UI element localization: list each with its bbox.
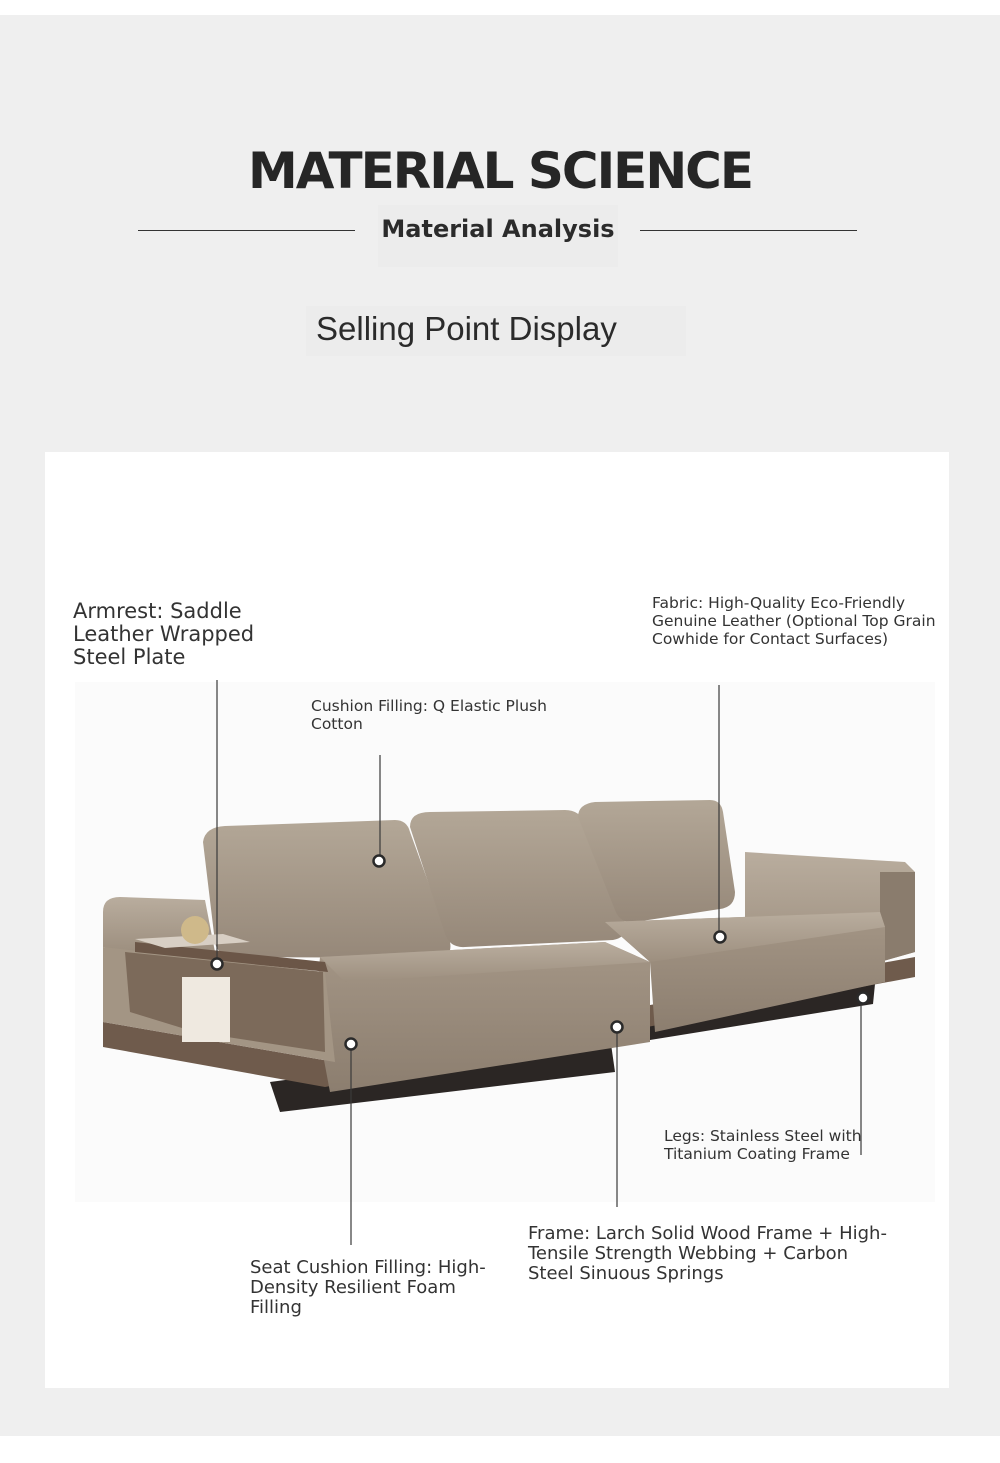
callout-armrest: Armrest: Saddle Leather Wrapped Steel Plate [73, 599, 255, 669]
product-panel [45, 452, 949, 1388]
fabric-dot [715, 932, 726, 943]
armrest-dot [212, 959, 223, 970]
seat-dot [346, 1039, 357, 1050]
callout-legs: Legs: Stainless Steel with Titanium Coating Frame [664, 1127, 862, 1163]
title-divider-right [640, 230, 857, 231]
callout-cushion-filling: Cushion Filling: Q Elastic Plush Cotton [311, 697, 547, 733]
legs-dot [858, 993, 869, 1004]
page-subtitle: Material Analysis [378, 205, 618, 267]
title-divider-left [138, 230, 355, 231]
callout-frame: Frame: Larch Solid Wood Frame + High-Tensile Strength Webbing + Carbon Steel Sinuous Springs [528, 1223, 887, 1284]
frame-dot [612, 1022, 623, 1033]
cushion-dot [374, 856, 385, 867]
page-title: MATERIAL SCIENCE [247, 142, 753, 200]
section-title: Selling Point Display [306, 306, 686, 356]
callout-seat-cushion: Seat Cushion Filling: High-Density Resilient Foam Filling [250, 1257, 486, 1318]
callout-fabric: Fabric: High-Quality Eco-Friendly Genuine Leather (Optional Top Grain Cowhide for Contact Surfaces) [652, 594, 936, 648]
